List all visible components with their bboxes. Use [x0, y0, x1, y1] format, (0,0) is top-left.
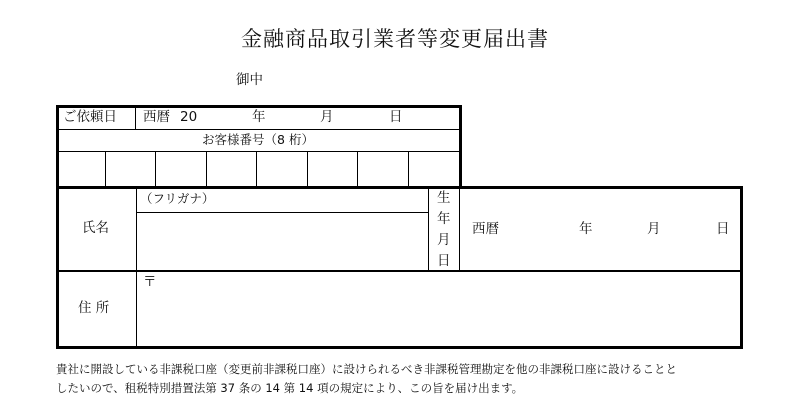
- lower-block-border-right: [740, 186, 743, 348]
- customer-number-digit-6[interactable]: [308, 152, 357, 186]
- row-divider-address-top: [56, 270, 743, 272]
- request-date-month-unit: 月: [320, 109, 334, 125]
- addressee-suffix: 御中: [236, 72, 263, 88]
- customer-number-digit-8[interactable]: [409, 152, 459, 186]
- col-divider-birth-label: [428, 187, 429, 271]
- upper-block-border-right: [459, 105, 462, 189]
- customer-number-digit-5[interactable]: [257, 152, 307, 186]
- furigana-label: （フリガナ）: [140, 191, 215, 206]
- row-divider-date: [56, 129, 460, 130]
- customer-number-digit-7[interactable]: [358, 152, 408, 186]
- address-input[interactable]: [138, 294, 738, 344]
- request-date-label: ご依頼日: [63, 109, 117, 125]
- name-input[interactable]: [138, 214, 427, 269]
- row-divider-name-top: [56, 186, 743, 189]
- request-month-input[interactable]: [268, 108, 318, 128]
- name-label: 氏名: [82, 220, 109, 236]
- birth-year-input[interactable]: [505, 214, 575, 238]
- birth-year-unit: 年: [579, 221, 593, 237]
- birth-label-char-3: 月: [437, 232, 451, 248]
- birth-day-unit: 日: [716, 221, 730, 237]
- statement-line-1: 貴社に開設している非課税口座（変更前非課税口座）に設けられるべき非課税管理勘定を他の非課税口座に設けることと: [56, 362, 677, 376]
- birth-label-char-1: 生: [437, 190, 451, 206]
- request-date-day-unit: 日: [389, 109, 403, 125]
- birth-month-unit: 月: [647, 221, 661, 237]
- customer-number-digit-4[interactable]: [207, 152, 256, 186]
- request-date-year-prefix: 20: [180, 109, 198, 125]
- table-border-bottom: [56, 346, 743, 349]
- request-day-input[interactable]: [336, 108, 388, 128]
- furigana-divider: [136, 212, 428, 213]
- birth-date-era: 西暦: [472, 221, 499, 237]
- statement-line-2: したいので、租税特別措置法第 37 条の 14 第 14 項の規定により、この旨を届け出ます。: [56, 381, 524, 395]
- customer-number-label: お客様番号（8 桁）: [202, 132, 314, 147]
- birth-label-char-4: 日: [437, 253, 451, 269]
- request-date-year-unit: 年: [252, 109, 266, 125]
- birth-label-char-2: 年: [437, 211, 451, 227]
- postal-mark-icon: 〒: [143, 274, 157, 290]
- birth-day-input[interactable]: [664, 214, 712, 238]
- form-title: 金融商品取引業者等変更届出書: [241, 27, 549, 51]
- customer-number-digit-3[interactable]: [156, 152, 206, 186]
- request-date-era: 西暦: [143, 109, 170, 125]
- request-year-input[interactable]: [198, 108, 250, 128]
- birth-month-input[interactable]: [596, 214, 644, 238]
- postal-code-input[interactable]: [160, 274, 340, 292]
- customer-number-digit-1[interactable]: [59, 152, 105, 186]
- customer-number-digit-2[interactable]: [106, 152, 155, 186]
- col-divider-date-label: [135, 106, 136, 130]
- addressee-field[interactable]: [120, 68, 230, 90]
- col-divider-birth-value: [459, 187, 460, 271]
- furigana-input[interactable]: [225, 190, 425, 211]
- address-label: 住 所: [78, 300, 110, 316]
- table-border-top: [56, 105, 462, 108]
